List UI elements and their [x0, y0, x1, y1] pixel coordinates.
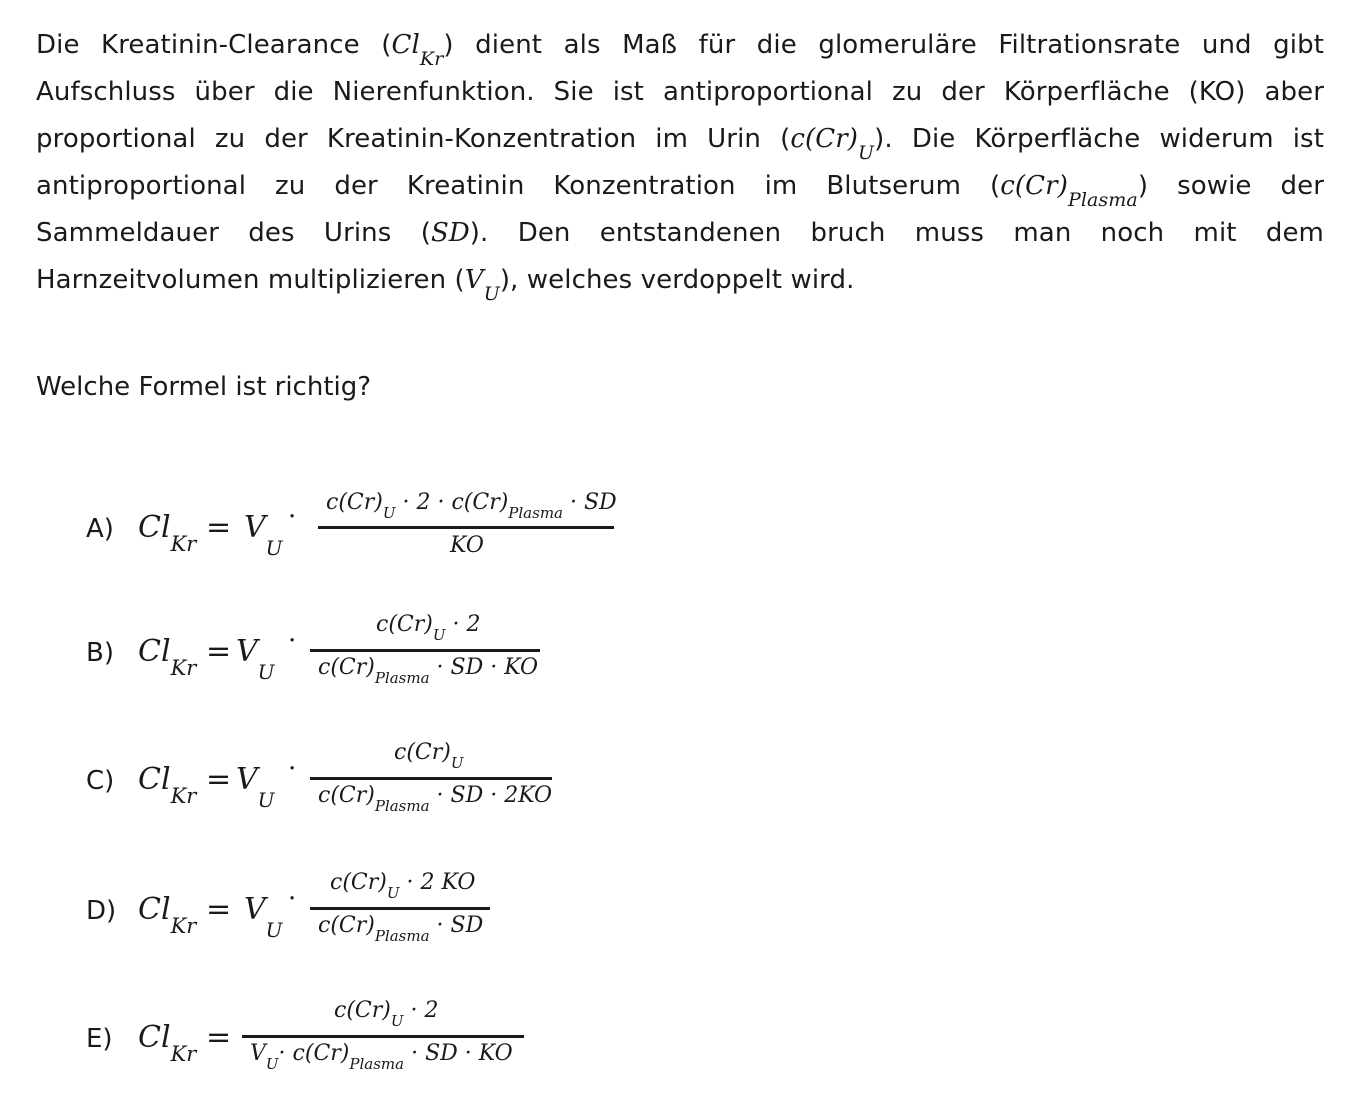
urine-conc-symbol: c(Cr)	[790, 124, 859, 154]
fraction-bar	[242, 1035, 524, 1038]
fraction-numerator: $c(Cr)_U \cdot 2 \cdot c(Cr)_{Plasma}$ · SD	[326, 490, 617, 522]
fraction-denominator: $c(Cr)_{Plasma}$ · SD · 2KO	[318, 783, 553, 815]
fraction-denominator: KO	[450, 533, 484, 558]
option-letter: C)	[86, 766, 115, 796]
fraction-numerator: $c(Cr)_U \cdot 2$	[334, 998, 439, 1030]
multiply-dot: ·	[288, 884, 297, 914]
question-text: Welche Formel ist richtig?	[36, 372, 372, 402]
fraction-bar	[310, 777, 552, 780]
lhs-clearance: $Cl_{Kr}$	[138, 762, 197, 808]
lhs-clearance: $Cl_{Kr}$	[138, 510, 197, 556]
clearance-subscript: Kr	[419, 48, 444, 70]
fraction-numerator: $c(Cr)_U \cdot 2$ KO	[330, 870, 476, 902]
volume-subscript: U	[483, 283, 500, 305]
intro-text: ). Den entstandenen bruch muss man noch mit dem Harnzeitvolumen multiplizieren (	[36, 218, 1324, 295]
intro-text: ). Die Körperfläche widerum ist antiproportional zu der Kreatinin Konzentration im Blutserum (	[36, 124, 1324, 201]
fraction-bar	[310, 649, 540, 652]
multiply-dot: ·	[288, 754, 297, 784]
fraction-numerator: $c(Cr)_U$	[394, 740, 464, 772]
intro-paragraph	[36, 22, 1324, 304]
fraction-numerator: $c(Cr)_U \cdot 2$	[376, 612, 481, 644]
volume-factor: $V_U$	[236, 634, 275, 684]
option-letter: B)	[86, 638, 114, 668]
intro-text: ) dient als Maß für die glomeruläre Filtrationsrate und gibt Aufschluss über die Nierenfunktion. Sie ist antiproportional zu der Körperfläche (KO) aber proportional zu der Kreatinin-Konzentration im Urin (	[36, 30, 1324, 154]
fraction-bar	[318, 526, 614, 529]
intro-text: ), welches verdoppelt wird.	[499, 265, 855, 295]
volume-factor: $V_U$	[236, 762, 275, 812]
fraction-denominator: $c(Cr)_{Plasma}$ · SD	[318, 913, 484, 945]
option-letter: E)	[86, 1024, 113, 1054]
lhs-clearance: $Cl_{Kr}$	[138, 892, 197, 938]
fraction-denominator: $c(Cr)_{Plasma}$ · SD · KO	[318, 655, 539, 687]
sd-symbol: SD	[430, 218, 470, 248]
option-letter: D)	[86, 896, 117, 926]
option-letter: A)	[86, 514, 114, 544]
intro-text: ) sowie der Sammeldauer des Urins (	[36, 171, 1324, 248]
plasma-conc-symbol: c(Cr)	[1000, 171, 1068, 201]
fraction-bar	[310, 907, 490, 910]
volume-factor: $V_U$	[244, 892, 283, 942]
equals-sign: =	[206, 510, 232, 545]
plasma-subscript: Plasma	[1067, 189, 1138, 211]
clearance-symbol: Cl	[391, 30, 420, 60]
equals-sign: =	[206, 762, 232, 797]
equals-sign: =	[206, 634, 232, 669]
fraction-denominator: $V_U\cdot c(Cr)_{Plasma}$ · SD · KO	[250, 1041, 513, 1073]
multiply-dot: ·	[288, 626, 297, 656]
equals-sign: =	[206, 892, 232, 927]
lhs-clearance: $Cl_{Kr}$	[138, 1020, 197, 1066]
volume-factor: $V_U$	[244, 510, 283, 560]
lhs-clearance: $Cl_{Kr}$	[138, 634, 197, 680]
multiply-dot: ·	[288, 502, 297, 532]
intro-text: Die Kreatinin-Clearance (	[36, 30, 392, 60]
equals-sign: =	[206, 1020, 232, 1055]
urine-subscript: U	[858, 142, 875, 164]
volume-symbol: V	[464, 265, 484, 295]
